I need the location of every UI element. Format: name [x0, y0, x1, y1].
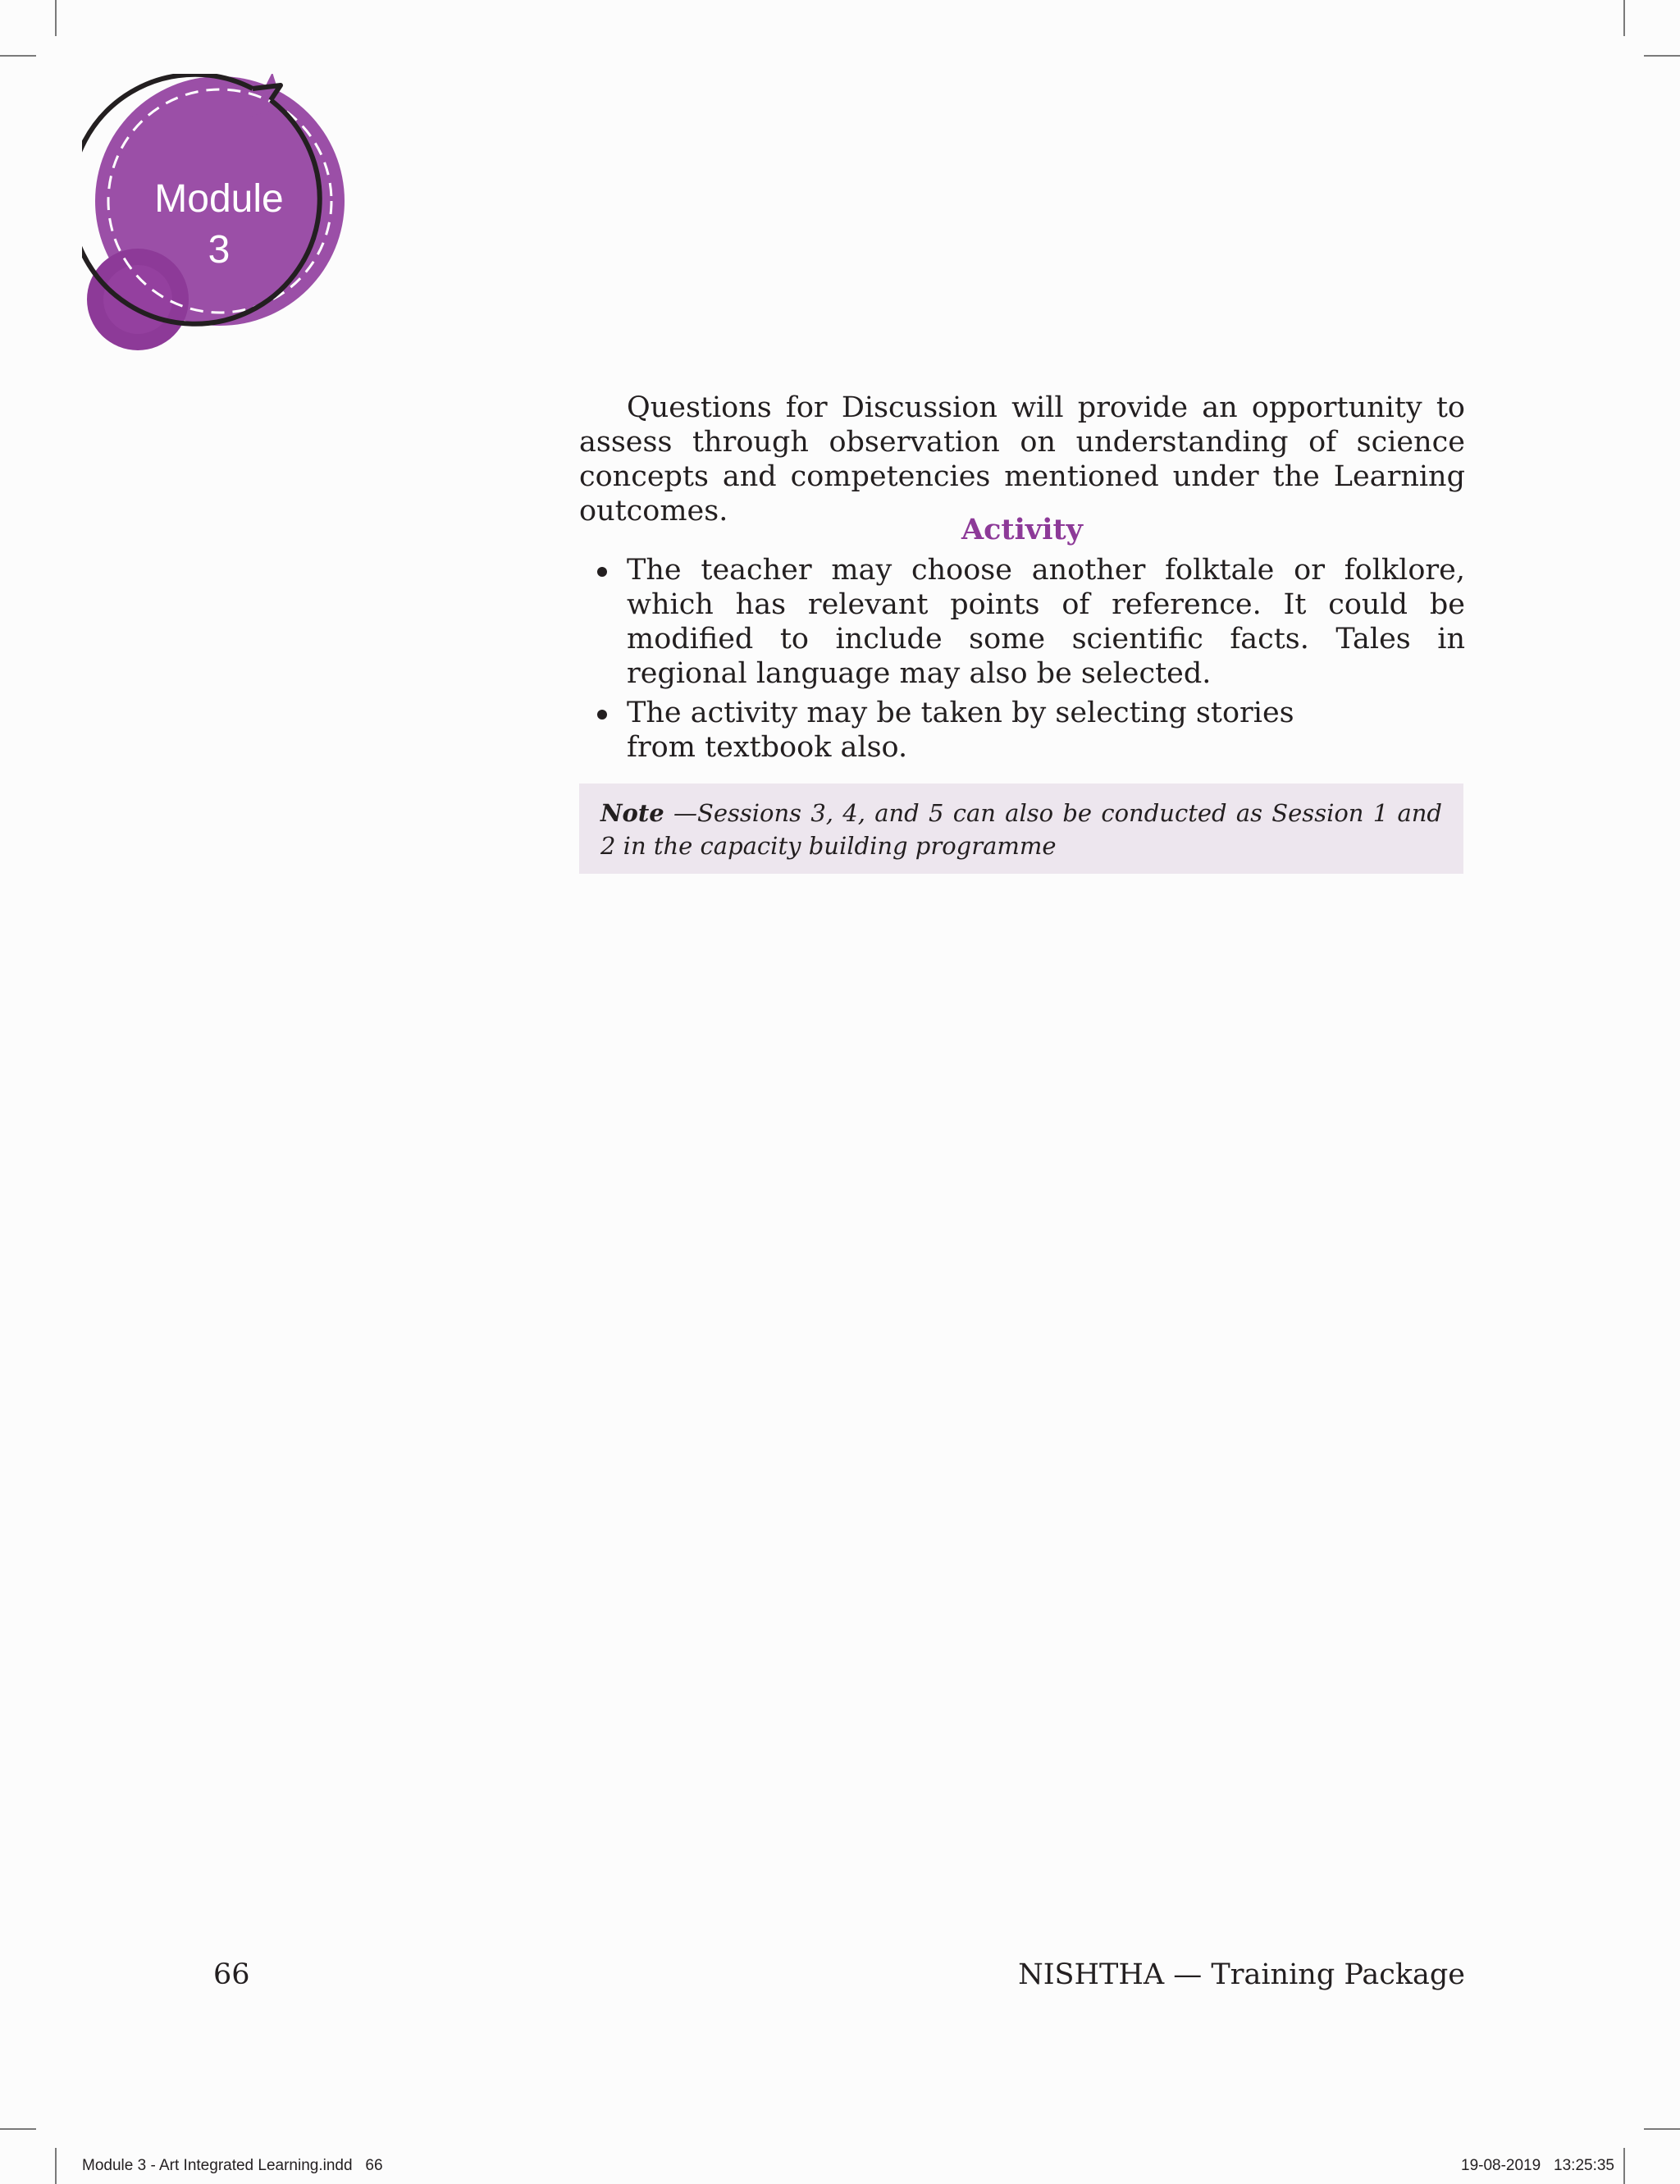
- crop-mark: [1644, 2128, 1680, 2130]
- module-badge-number: 3: [208, 228, 231, 272]
- note-box: [579, 784, 1463, 874]
- page-number: 66: [213, 1958, 250, 1991]
- crop-mark: [55, 0, 57, 36]
- list-item-text: The teacher may choose another folktale or folklore, which has relevant points of reference. It could be modified to include some scientific facts. Tales in regional language may also be selected.: [627, 554, 1465, 690]
- list-item: [579, 553, 1465, 691]
- module-badge-label: [115, 174, 323, 276]
- list-item-text: The activity may be taken by selecting stories from textbook also.: [627, 697, 1294, 764]
- crop-mark: [1623, 0, 1625, 36]
- note-label: Note: [600, 799, 664, 827]
- crop-mark: [55, 2148, 57, 2184]
- slug-timestamp: 19-08-2019 13:25:35: [1461, 2157, 1614, 2174]
- intro-paragraph: Questions for Discussion will provide an opportunity to assess through observation on understanding of science concepts and competencies mentioned under the Learning outcomes.: [579, 391, 1465, 528]
- slug-filename: Module 3 - Art Integrated Learning.indd 66: [82, 2157, 383, 2174]
- crop-mark: [1623, 2148, 1625, 2184]
- note-text: —Sessions 3, 4, and 5 can also be conducted as Session 1 and 2 in the capacity building programme: [600, 799, 1442, 860]
- module-badge-word: Module: [154, 177, 284, 221]
- bullet-icon: [597, 567, 607, 577]
- activity-heading: Activity: [961, 513, 1084, 546]
- activity-list: [579, 553, 1465, 770]
- list-item: [579, 696, 1465, 765]
- crop-mark: [0, 2128, 36, 2130]
- running-footer-title: NISHTHA — Training Package: [1018, 1958, 1465, 1991]
- crop-mark: [0, 55, 36, 57]
- bullet-icon: [597, 710, 607, 720]
- crop-mark: [1644, 55, 1680, 57]
